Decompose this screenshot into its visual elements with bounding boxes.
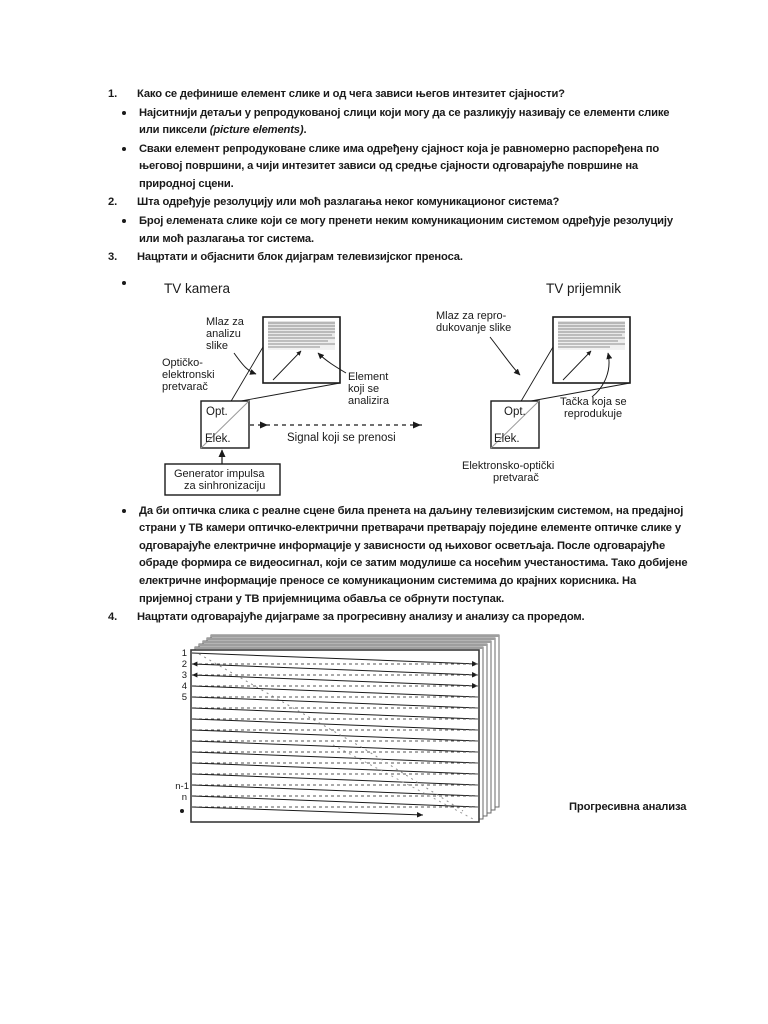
question-text: Како се дефинише елемент слике и од чега зависи његов интезитет сјајности?: [137, 88, 565, 100]
answer-text: Број елемената слике који се могу пренети неким комуникационим системом одређује резолуцију или моћ разлагања тог система.: [139, 214, 673, 245]
answer-bullet: [108, 503, 688, 609]
bullet-dot-icon: [122, 111, 126, 115]
answer-text: Сваки елемент репродуковане слике има одређену сјајност која је равномерно распоређена по његовој површини, а чији интезитет зависи од средње сјајности одговарајуће површине на природној сцени.: [139, 142, 660, 190]
bullet-dot-icon: [122, 147, 126, 151]
question-number: 4.: [108, 611, 118, 624]
bullet-dot-icon: [122, 509, 126, 513]
diagram-title-left: TV kamera: [164, 280, 231, 296]
scan-line-number: n: [181, 791, 187, 803]
question-item-4: [108, 609, 688, 627]
camera-screen: [263, 317, 340, 383]
question-text: Нацртати и објаснити блок дијаграм телевизијског преноса.: [137, 251, 463, 264]
svg-text:za sinhronizaciju: za sinhronizaciju: [184, 479, 266, 492]
block-diagram-bullet: [108, 275, 688, 497]
svg-text:pretvarač: pretvarač: [162, 380, 208, 393]
receiver-screen: [553, 317, 630, 383]
answer-list-3: [108, 275, 688, 609]
svg-text:koji se: koji se: [348, 382, 380, 395]
answer-bullet: [108, 141, 688, 194]
tv-transmission-block-diagram: [160, 275, 685, 497]
transmitted-signal-arrow: [250, 421, 425, 428]
answer-bullet: [108, 213, 688, 248]
label-signal-transmitted: Signal koji se prenosi: [287, 431, 396, 444]
scan-line-number: 4: [181, 680, 187, 692]
svg-text:slike: slike: [206, 339, 229, 352]
svg-text:Tačka koja se: Tačka koja se: [560, 395, 627, 408]
sync-generator-box: [165, 464, 280, 495]
scan-line-number: n-1: [175, 780, 189, 792]
svg-text:analizu: analizu: [206, 327, 241, 340]
scan-line-number: 3: [181, 669, 187, 681]
scan-line-number: 5: [181, 691, 187, 703]
svg-text:elektronski: elektronski: [162, 368, 215, 381]
scan-line-number: 2: [181, 658, 187, 670]
svg-text:Generator impulsa: Generator impulsa: [174, 467, 265, 480]
label-beam-reproduction: [436, 310, 511, 334]
answer-text-italic: (picture elements): [209, 124, 304, 137]
svg-text:Mlaz za repro-: Mlaz za repro-: [436, 309, 507, 322]
svg-text:Elektronsko-optički: Elektronsko-optički: [462, 459, 555, 472]
question-text: Шта одређује резолуцију или моћ разлагања неког комуникационог система?: [137, 196, 560, 209]
svg-text:Optičko-: Optičko-: [162, 356, 203, 369]
progressive-scan-diagram: [163, 633, 687, 838]
electro-optical-converter-box: [491, 401, 539, 448]
question-number: 2.: [108, 196, 118, 209]
opto-electronic-converter-box: [201, 401, 249, 448]
question-list: [108, 86, 688, 838]
question-item-1: [108, 86, 688, 104]
svg-text:reprodukuje: reprodukuje: [564, 407, 623, 420]
question-item-2: [108, 194, 688, 212]
label-electro-optical-converter: [462, 460, 554, 484]
bullet-dot-icon: [122, 281, 126, 285]
svg-text:analizira: analizira: [348, 394, 389, 407]
label-element-analyzed: [348, 371, 390, 407]
label-opto-electronic-converter: [162, 357, 215, 393]
bullet-dot-icon: [180, 809, 184, 813]
svg-text:Elek.: Elek.: [494, 432, 520, 445]
svg-text:Element: Element: [348, 370, 389, 383]
svg-text:Opt.: Opt.: [206, 405, 228, 418]
document-content: [108, 86, 688, 838]
svg-text:pretvarač: pretvarač: [493, 471, 539, 484]
answer-text: Да би оптичка слика с реалне сцене била пренета на даљину телевизијским системом, на предајној страни у ТВ камери оптичко-електрични претварачи претварају поједине елементе оптичке слике у одговарајуће електричне информације у зависности од њиховог осветљаја. После одговарајуће обраде формира се видеосигнал, који се затим модулише са носећим учестаностима. Тако добијене електричне информације преносе се комуникационим системима до крајних корисника. На пријемној страни у ТВ пријемницима обавља се обрнути поступак.: [139, 504, 688, 605]
svg-text:Mlaz za: Mlaz za: [206, 315, 244, 328]
question-number: 1.: [108, 88, 118, 100]
leader-beam-analysis: [234, 353, 256, 374]
svg-text:Opt.: Opt.: [504, 405, 526, 418]
label-beam-analysis: [206, 316, 245, 352]
question-text: Нацртати одговарајуће дијаграме за прогресивну анализу и анализу са проредом.: [137, 611, 585, 624]
question-item-3: [108, 249, 688, 267]
bullet-dot-icon: [122, 219, 126, 223]
svg-text:Elek.: Elek.: [205, 432, 231, 445]
answer-text: Најситнији детаљи у репродукованој слици који могу да се разликују називају се елементи слике или пиксели (picture elements).: [139, 106, 670, 137]
answer-list-1: [108, 105, 688, 194]
scan-line-numbers: [175, 648, 189, 803]
scan-diagram-caption: Прогресивна анализа: [569, 800, 687, 813]
label-point-reproduced: [560, 396, 627, 420]
scan-line-number: 1: [181, 647, 187, 659]
question-number: 3.: [108, 251, 118, 264]
leader-beam-reproduction: [490, 337, 520, 375]
svg-text:dukovanje slike: dukovanje slike: [436, 321, 512, 334]
answer-list-2: [108, 213, 688, 248]
answer-bullet: [108, 105, 688, 140]
diagram-title-right: TV prijemnik: [546, 280, 622, 296]
